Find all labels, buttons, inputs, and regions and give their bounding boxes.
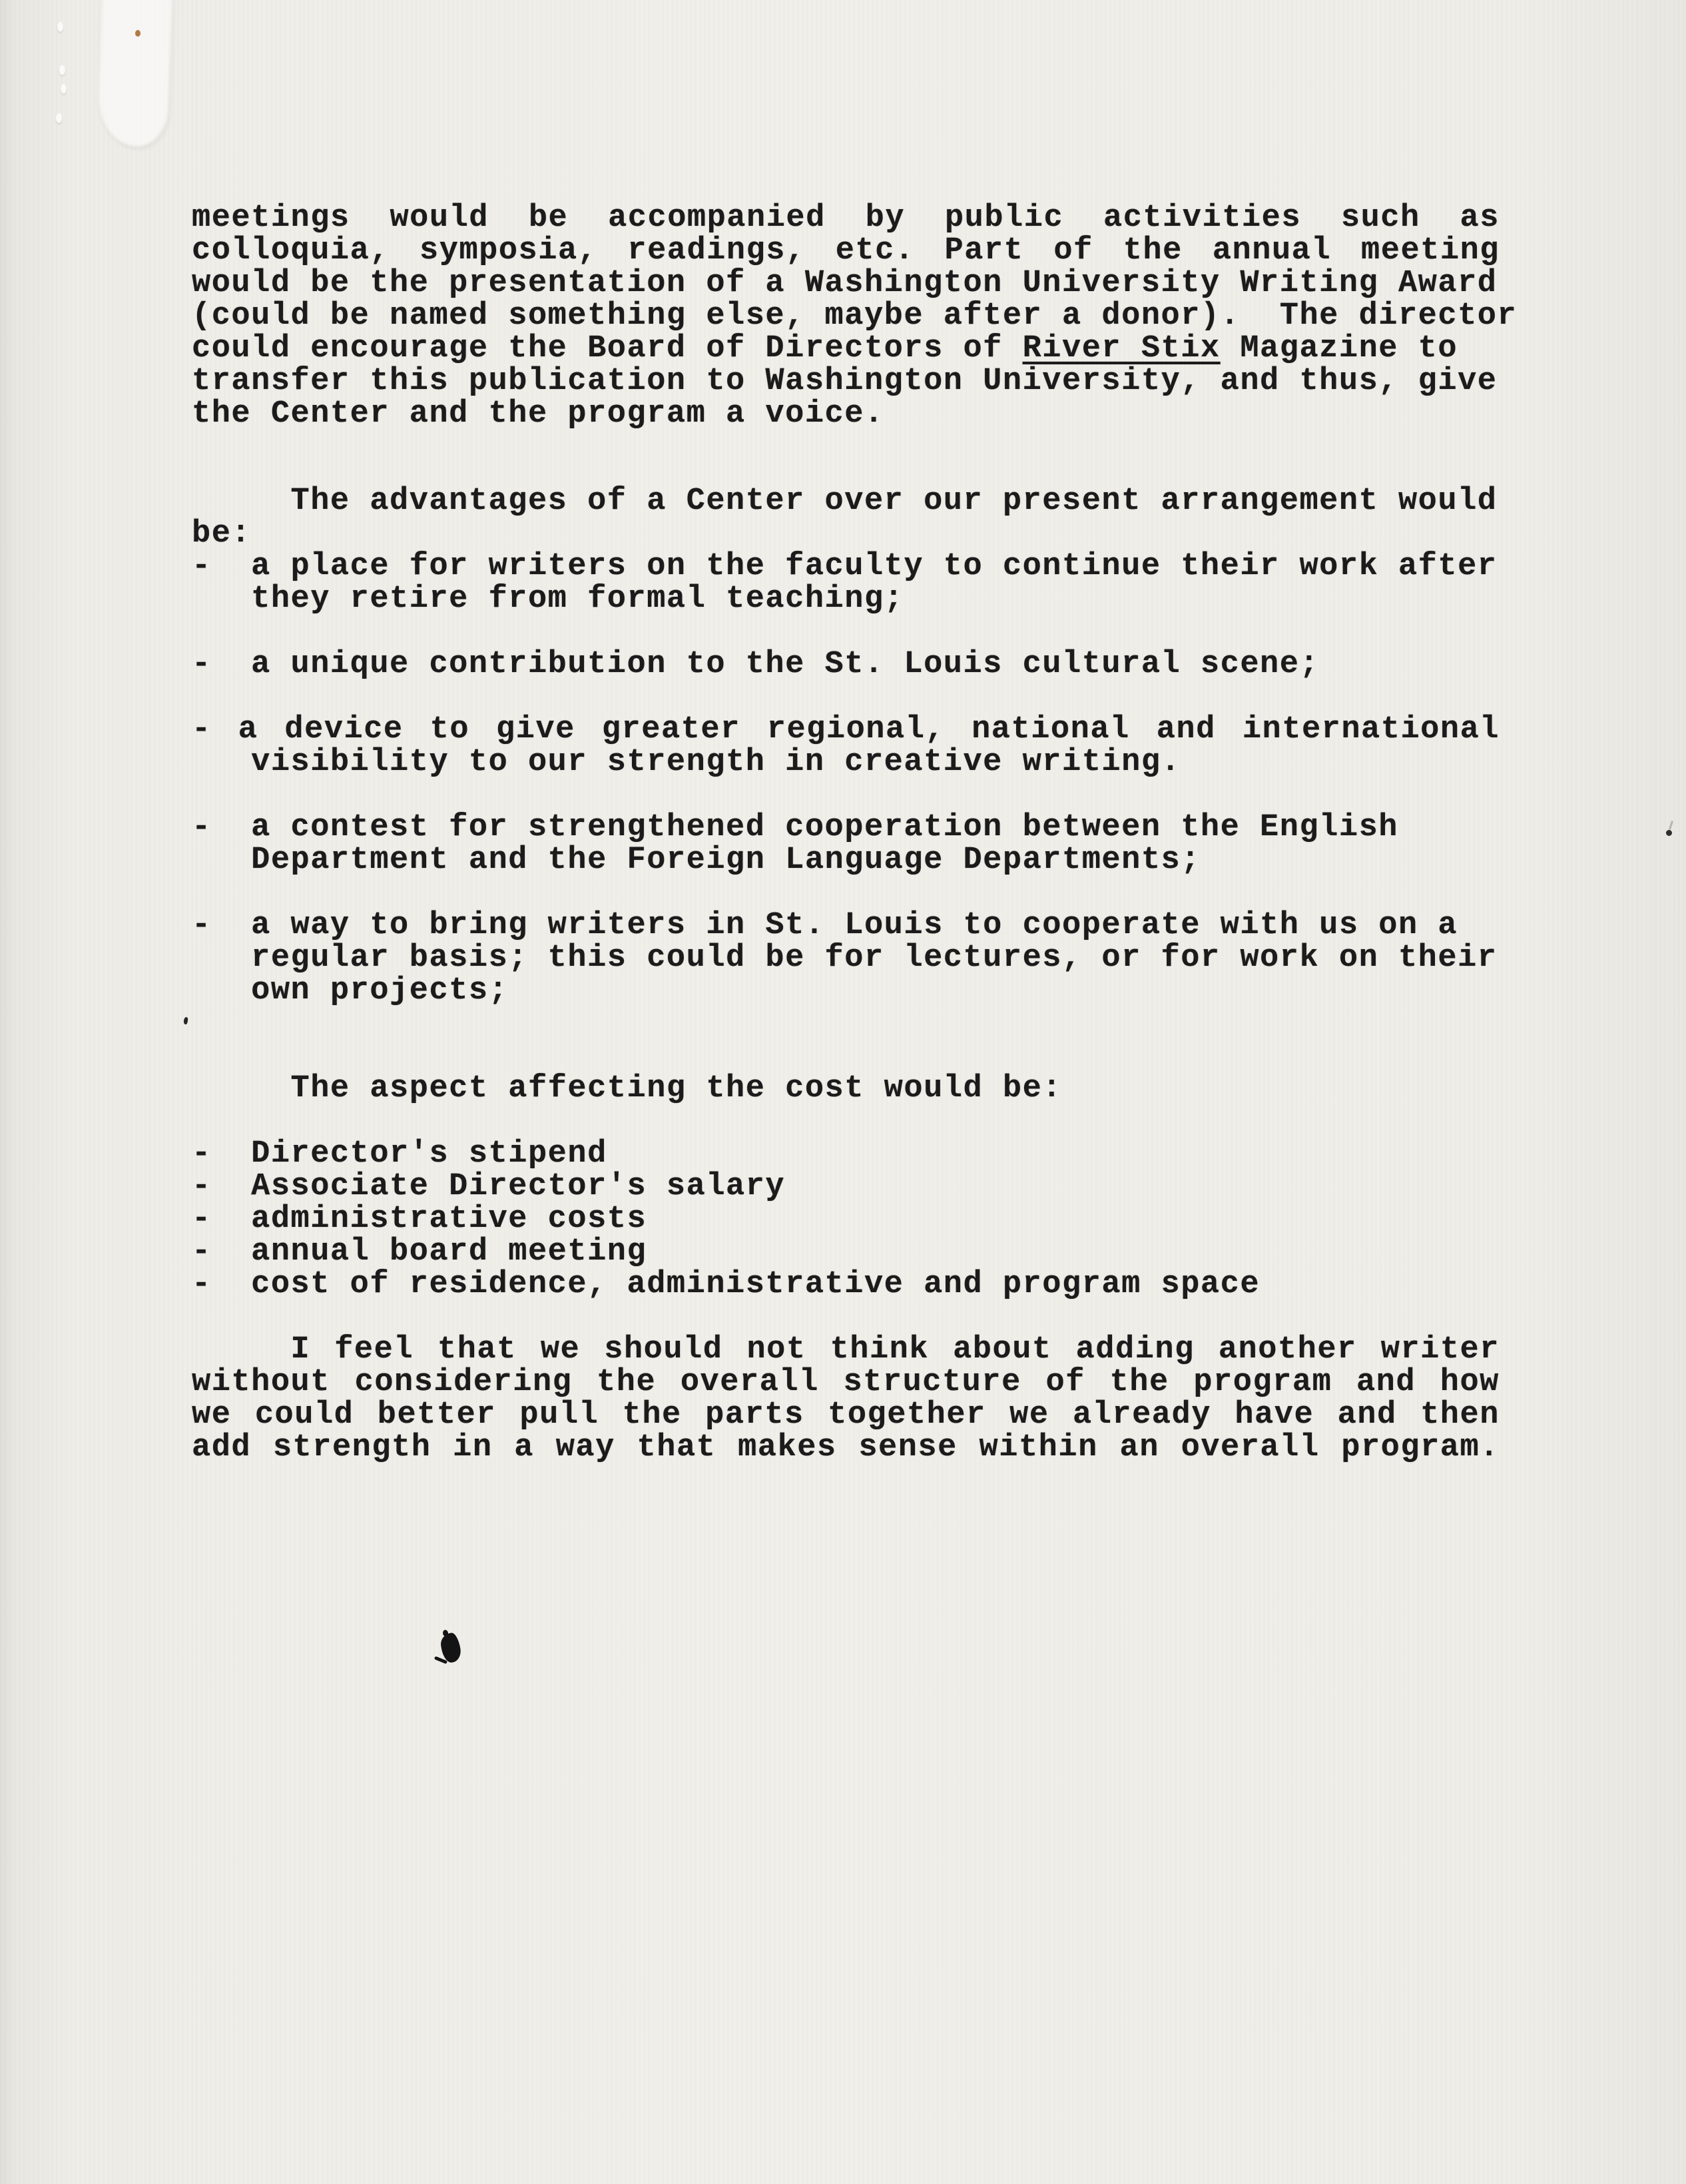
bullet-item-unique — [192, 648, 1500, 681]
closing-paragraph — [192, 1333, 1500, 1464]
edge-dot-mark — [1666, 830, 1672, 836]
text-line: I feel that we should not think about adding another writer — [290, 1332, 1500, 1367]
text-line: regular basis; this could be for lectures, or for work on their — [192, 940, 1498, 976]
text-line: without considering the overall structure of the program and how — [192, 1365, 1500, 1400]
text-line: - a unique contribution to the St. Louis cultural scene; — [192, 647, 1320, 682]
text-line: The aspect affecting the cost would be: — [192, 1071, 1063, 1106]
text-line: be: — [192, 516, 252, 551]
text-line: the Center and the program a voice. — [192, 396, 884, 432]
staple-dent-mark — [57, 22, 63, 32]
paper-crease-mark — [97, 0, 173, 148]
text-line: would be the presentation of a Washington University Writing Award — [192, 266, 1498, 301]
text-line: - a way to bring writers in St. Louis to cooperate with us on a — [192, 908, 1458, 943]
cost-aspect-intro — [192, 1072, 1500, 1105]
ink-blot-mark — [439, 1632, 462, 1664]
text-line: we could better pull the parts together we already have and then — [192, 1397, 1500, 1433]
text-line: - a place for writers on the faculty to continue their work after — [192, 549, 1498, 584]
text-line: - a device to give greater regional, national and international — [192, 712, 1500, 747]
text-line: they retire from formal teaching; — [192, 581, 904, 617]
staple-dent-mark — [59, 65, 65, 75]
staple-dent-mark — [56, 113, 62, 123]
bullet-item-place — [192, 550, 1500, 615]
staple-dent-mark — [61, 84, 67, 94]
text-line: add strength in a way that makes sense within an overall program. — [192, 1430, 1500, 1465]
text-line: The advantages of a Center over our present arrangement would — [192, 484, 1498, 519]
paper-speck-mark — [135, 30, 140, 37]
bullet-item-contest — [192, 811, 1500, 877]
intro-paragraph — [192, 200, 1518, 432]
text-line: - Director's stipend — [192, 1136, 607, 1172]
advantages-intro — [192, 485, 1500, 550]
text-line: colloquia, symposia, readings, etc. Part of the annual meeting — [192, 233, 1500, 268]
cost-list — [192, 1138, 1500, 1301]
bullet-item-device — [192, 713, 1500, 779]
text-line: (could be named something else, maybe after a donor). The director — [192, 298, 1518, 334]
text-line: - administrative costs — [192, 1202, 647, 1237]
margin-dot-mark — [183, 1016, 188, 1024]
text-line: - Associate Director's salary — [192, 1169, 786, 1204]
text-line: could encourage the Board of Directors of River Stix Magazine to — [192, 331, 1458, 366]
text-line: - cost of residence, administrative and program space — [192, 1267, 1261, 1302]
text-line: - annual board meeting — [192, 1234, 647, 1270]
bullet-item-writers — [192, 909, 1500, 1007]
text-line: - a contest for strengthened cooperation between the English — [192, 810, 1398, 845]
text-line: Department and the Foreign Language Departments; — [192, 843, 1201, 878]
text-line: visibility to our strength in creative writing. — [192, 745, 1181, 780]
text-line: own projects; — [192, 973, 509, 1008]
text-line: meetings would be accompanied by public activities such as — [192, 200, 1500, 236]
text-line: transfer this publication to Washington University, and thus, give — [192, 364, 1498, 399]
